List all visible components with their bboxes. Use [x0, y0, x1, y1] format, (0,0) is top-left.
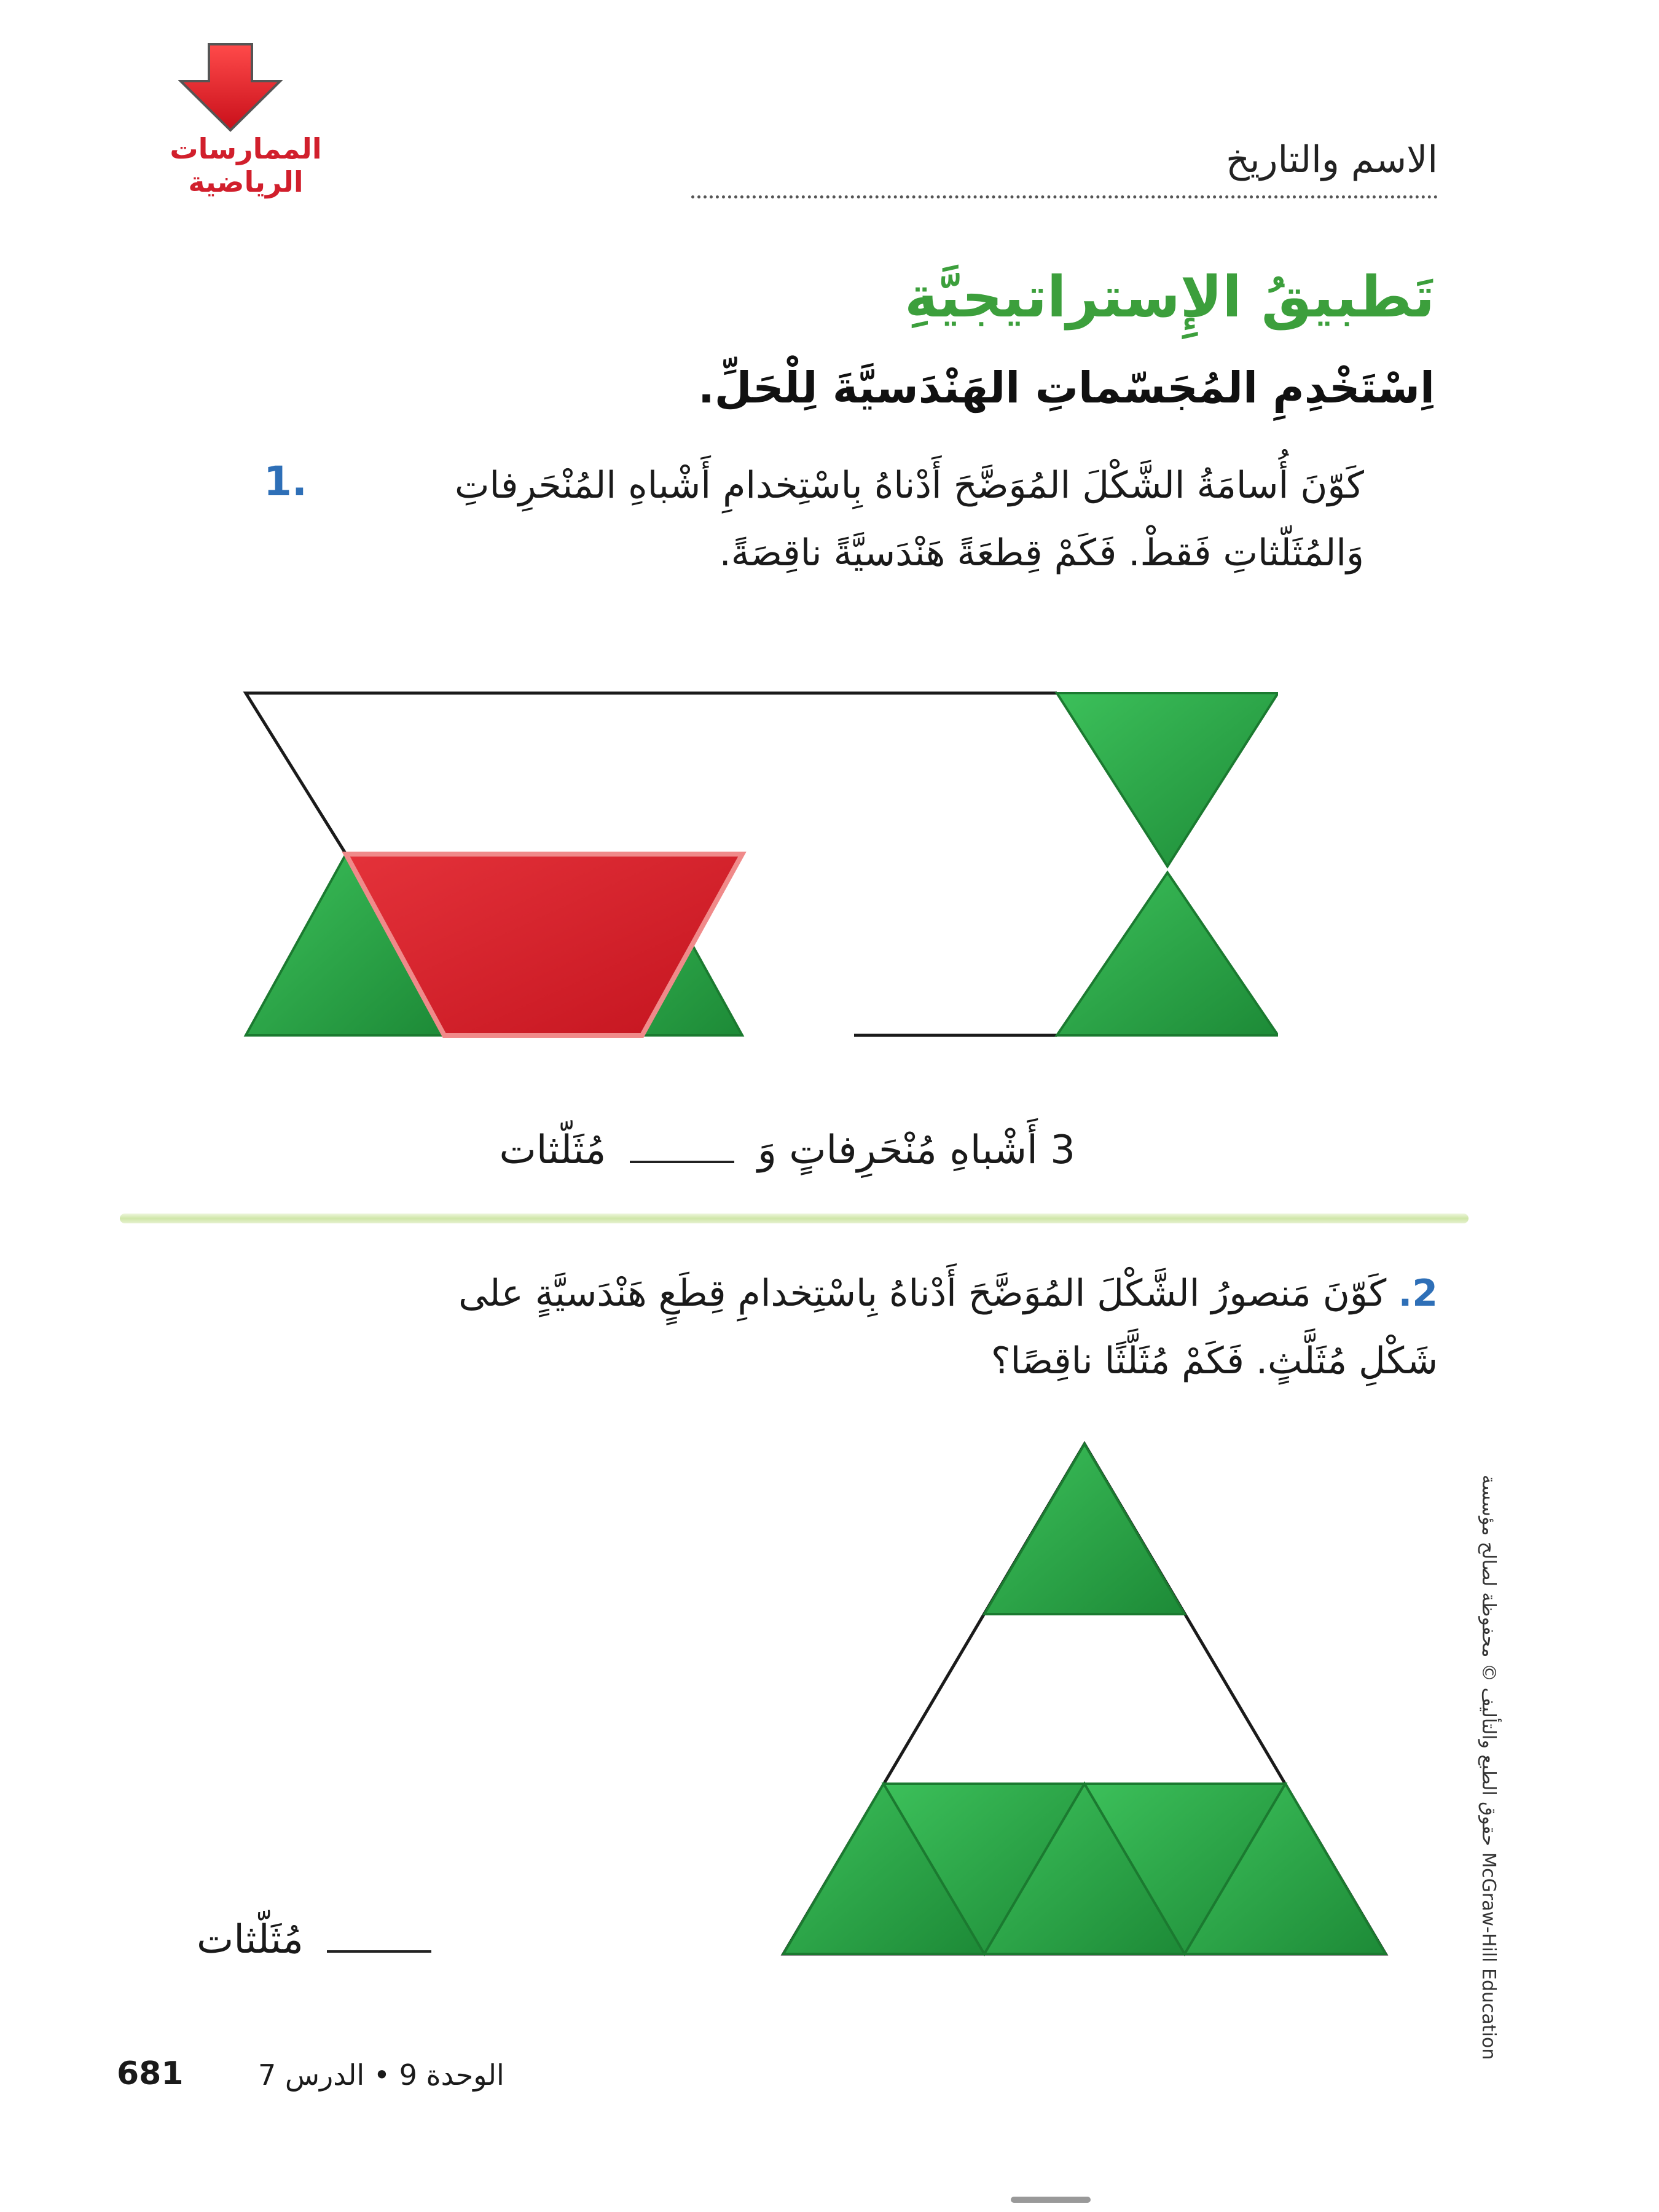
- footer-unit-lesson: [258, 2058, 504, 2092]
- problem-1-answer-blank[interactable]: [630, 1136, 734, 1163]
- page-subtitle: اِسْتَخْدِمِ المُجَسّماتِ الهَنْدَسيَّةَ لِلْحَلِّ.: [698, 363, 1435, 413]
- down-arrow-icon: [178, 43, 283, 132]
- problem-1-answer: [500, 1128, 1076, 1173]
- problem-2-answer-suffix: مُثَلّثات: [197, 1917, 304, 1963]
- home-indicator[interactable]: [1011, 2197, 1091, 2203]
- name-date-label: الاسم والتاريخ: [1226, 138, 1438, 181]
- copyright-credit: حقوق الطبع والتأليف © محفوظة لصالح مؤسسة McGraw-Hill Education: [1478, 1475, 1499, 2060]
- problem-2-answer-blank[interactable]: [327, 1926, 431, 1953]
- footer-unit-label: الوحدة: [426, 2058, 504, 2092]
- page-title: تَطبيقُ الإِستراتيجيَّةِ: [904, 264, 1435, 330]
- name-dotted-line: [691, 195, 1438, 198]
- problem-1-text: كَوّنَ أُسامَةُ الشَّكْلَ المُوَضَّحَ أَدْناهُ بِاسْتِخدامِ أَشْباهِ المُنْحَرِفاتِ وَالمُثَلّثاتِ فَقطْ. فَكَمْ قِطعَةً هَنْدَسيَّةً ناقِصَةً.: [455, 464, 1364, 575]
- problem-2-figure: [774, 1432, 1395, 1972]
- problem-1-number: 1.: [264, 458, 307, 505]
- problem-1-answer-prefix: 3 أَشْباهِ مُنْحَرِفاتٍ وَ: [758, 1128, 1075, 1173]
- problem-2-number: 2.: [1398, 1272, 1438, 1315]
- footer-separator-dot: •: [373, 2058, 390, 2092]
- problem-1-figure: [233, 670, 1278, 1051]
- problem-2-text: كَوّنَ مَنصورُ الشَّكْلَ المُوَضَّحَ أَدْناهُ بِاسْتِخدامِ قِطَعٍ هَنْدَسيَّةٍ على شَكْلِ مُثَلَّثٍ. فَكَمْ مُثَلَّثًا ناقِصًا؟: [458, 1272, 1438, 1382]
- problem-1-answer-suffix: مُثَلّثات: [499, 1128, 606, 1173]
- green-triangle-piece: [1057, 873, 1278, 1035]
- green-triangle-piece: [984, 1444, 1185, 1614]
- figure-1-outline-top: [246, 693, 1057, 854]
- page-number: 681: [117, 2055, 184, 2092]
- footer-lesson-label: الدرس: [284, 2058, 365, 2092]
- green-triangle-piece: [1057, 693, 1278, 866]
- math-practices-label: الممارسات الرياضية: [170, 132, 322, 198]
- section-divider: [120, 1214, 1469, 1223]
- problem-2-answer: [197, 1917, 442, 1963]
- footer-lesson-number: 7: [258, 2058, 276, 2092]
- problem-2: [455, 1260, 1438, 1395]
- footer-unit-number: 9: [399, 2058, 417, 2092]
